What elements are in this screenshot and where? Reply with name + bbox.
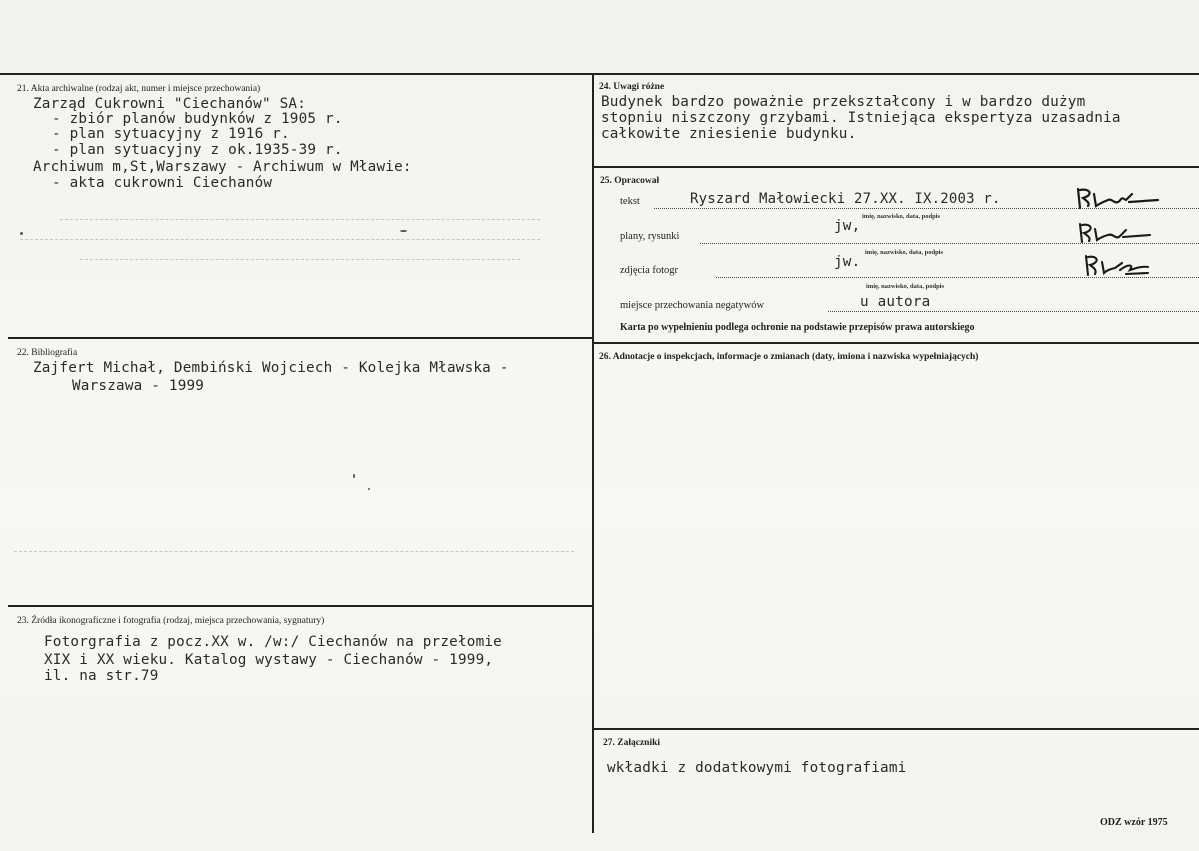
ghost-line [20, 238, 540, 240]
section-22-label: 22. Bibliografia [17, 348, 78, 358]
miejsce-dotted-line [828, 311, 1199, 312]
s21-line-3: - plan sytuacyjny z 1916 r. [52, 126, 290, 142]
ghost-line [80, 258, 520, 260]
s21-line-6: - akta cukrowni Ciechanów [52, 175, 273, 191]
s24-line-1: Budynek bardzo poważnie przekształcony i w bardzo dużym [601, 94, 1086, 110]
plany-label: plany, rysunki [620, 231, 680, 242]
rule-22-23 [8, 605, 592, 607]
rule-26-27 [594, 728, 1199, 730]
zdjecia-label: zdjęcia fotogr [620, 265, 679, 276]
section-24-label: 24. Uwagi różne [599, 82, 665, 92]
s23-line-3: il. na str.79 [44, 668, 159, 684]
tekst-label: tekst [620, 196, 640, 207]
ink-speck [400, 230, 407, 232]
tekst-hint: imię, nazwisko, data, podpis [862, 213, 941, 220]
signature-1 [1074, 186, 1164, 210]
center-rule [592, 73, 594, 833]
s22-line-2: Warszawa - 1999 [72, 378, 205, 394]
form-version: ODZ wzór 1975 [1100, 817, 1168, 828]
section-23-label: 23. Źródła ikonograficzne i fotografia (rodzaj, miejsca przechowania, sygnatury) [17, 616, 325, 626]
ink-speck [20, 232, 23, 235]
rule-25-26 [594, 342, 1199, 344]
s21-line-4: - plan sytuacyjny z ok.1935-39 r. [52, 142, 343, 158]
miejsce-label: miejsce przechowania negatywów [620, 300, 765, 311]
s27-value: wkładki z dodatkowymi fotografiami [607, 760, 907, 776]
section-26-label: 26. Adnotacje o inspekcjach, informacje o zmianach (daty, imiona i nazwiska wypełniających) [599, 352, 979, 362]
rule-21-22 [8, 337, 592, 339]
copyright-note: Karta po wypełnieniu podlega ochronie na podstawie przepisów prawa autorskiego [620, 322, 975, 333]
plany-hint: imię, nazwisko, data, podpis [865, 249, 944, 256]
s23-line-1: Fotorgrafia z pocz.XX w. /w:/ Ciechanów na przełomie [44, 634, 502, 650]
top-rule [0, 73, 1199, 75]
s21-line-1: Zarząd Cukrowni "Ciechanów" SA: [33, 96, 307, 112]
rule-24-25 [594, 166, 1199, 168]
s24-line-3: całkowite zniesienie budynku. [601, 126, 857, 142]
ink-speck [353, 474, 355, 478]
s21-line-2: - zbiór planów budynków z 1905 r. [52, 111, 343, 127]
tekst-value: Ryszard Małowiecki 27.XX. IX.2003 r. [690, 191, 1001, 207]
s24-line-2: stopniu niszczony grzybami. Istniejąca ekspertyza uzasadnia [601, 110, 1121, 126]
zdjecia-value: jw. [834, 254, 861, 270]
ink-speck [368, 488, 370, 490]
s22-line-1: Zajfert Michał, Dembiński Wojciech - Kolejka Mławska - [33, 360, 509, 376]
s23-line-2: XIX i XX wieku. Katalog wystawy - Ciechanów - 1999, [44, 652, 494, 668]
ghost-line [14, 550, 574, 552]
section-25-label: 25. Opracował [600, 176, 660, 186]
plany-value: jw, [834, 218, 861, 234]
section-21-label: 21. Akta archiwalne (rodzaj akt, numer i miejsce przechowania) [17, 84, 261, 94]
s21-line-5: Archiwum m,St,Warszawy - Archiwum w Mławie: [33, 159, 412, 175]
miejsce-value: u autora [860, 294, 931, 310]
signature-3 [1082, 254, 1154, 278]
ghost-line [60, 218, 540, 220]
signature-2 [1076, 222, 1156, 244]
zdjecia-hint: imię, nazwisko, data, podpis [866, 283, 945, 290]
section-27-label: 27. Załączniki [603, 738, 661, 748]
